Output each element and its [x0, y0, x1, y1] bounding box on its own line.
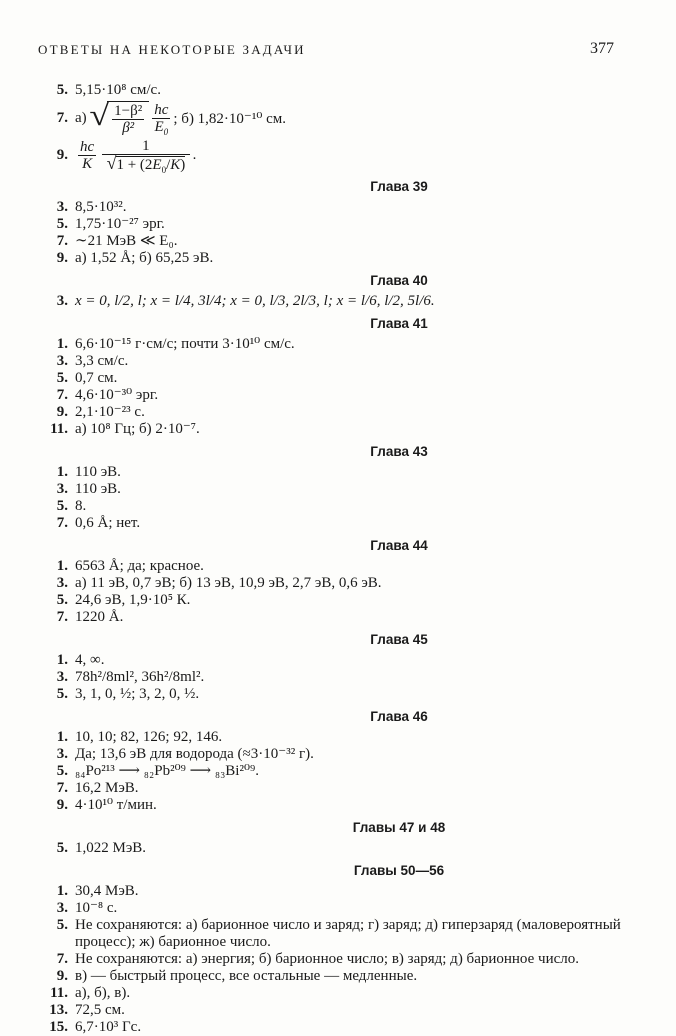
answer-item — [44, 729, 634, 746]
answer-number: 3 . — [44, 353, 68, 370]
answer-text: 24,6 эВ, 1,9·10⁵ К. — [75, 592, 191, 608]
answer-item — [44, 763, 634, 780]
answer-text: x = 0, l/2, l; x = l/4, 3l/4; x = 0, l/3, 2l/3, l; x = l/6, l/2, 5l/6. — [75, 293, 435, 309]
answer-item — [44, 387, 634, 404]
answer-end: . — [192, 147, 197, 163]
answer-item — [44, 1002, 634, 1019]
answer-item — [44, 82, 634, 99]
chapter-46-answers — [44, 729, 634, 814]
chapter-41-answers — [44, 336, 634, 438]
answer-number: 5 . — [44, 82, 68, 99]
answer-number: 5 . — [44, 763, 68, 780]
chapter-44-answers — [44, 558, 634, 626]
answer-text: 110 эВ. — [75, 481, 121, 497]
answer-item — [44, 199, 634, 216]
answer-text: Не сохраняются: а) барионное число и заряд; г) заряд; д) гиперзаряд (маловероятный процесс); ж) барионное число. — [75, 917, 621, 950]
answer-item — [44, 404, 634, 421]
answer-item — [44, 900, 634, 917]
answer-text: а) 11 эВ, 0,7 эВ; б) 13 эВ, 10,9 эВ, 2,7 эВ, 0,6 эВ. — [75, 575, 382, 591]
answer-text: в) — быстрый процесс, все остальные — медленные. — [75, 968, 418, 984]
answer-number: 5 . — [44, 592, 68, 609]
answer-item — [44, 558, 634, 575]
chapter-43-answers — [44, 464, 634, 532]
answer-text: Не сохраняются: а) энергия; б) барионное число; в) заряд; д) барионное число. — [75, 951, 579, 967]
answer-item — [44, 840, 634, 857]
answer-text: 4, ∞. — [75, 652, 105, 668]
chapter-heading: Глава 45 — [370, 632, 428, 647]
answer-number: 7 . — [44, 780, 68, 797]
answer-text: 0,7 см. — [75, 370, 118, 386]
answer-item-formula-9 — [44, 138, 634, 173]
answer-text: 6,7·10³ Гс. — [75, 1019, 142, 1035]
answer-text: 72,5 см. — [75, 1002, 125, 1018]
answer-item — [44, 370, 634, 387]
answer-item — [44, 216, 634, 233]
answer-text: а), б), в). — [75, 985, 131, 1001]
answer-number: 5 . — [44, 840, 68, 857]
page-header — [38, 40, 614, 62]
answer-number: 11 . — [44, 421, 68, 438]
answer-number: 5 . — [44, 498, 68, 515]
chapter-47-48-answers — [44, 840, 634, 857]
answer-item — [44, 968, 634, 985]
answer-number: 9 . — [44, 250, 68, 267]
answer-number: 5 . — [44, 370, 68, 387]
answer-number: 3 . — [44, 199, 68, 216]
answer-text: 4·10¹⁰ т/мин. — [75, 797, 157, 813]
answer-item — [44, 652, 634, 669]
answer-number: 15 . — [44, 1019, 68, 1036]
chapter-heading: Главы 47 и 48 — [352, 820, 446, 835]
answer-item — [44, 669, 634, 686]
answers-content — [44, 82, 634, 1036]
answer-number: 9 . — [44, 797, 68, 814]
answer-item — [44, 1019, 634, 1036]
page-number: 377 — [590, 40, 614, 57]
answer-text: 5,15·10⁸ см/с. — [75, 82, 161, 98]
answer-number: 7 . — [44, 951, 68, 968]
chapter-heading: Глава 46 — [370, 709, 428, 724]
answer-item — [44, 336, 634, 353]
answer-item — [44, 951, 634, 968]
answer-text: 1,022 МэВ. — [75, 840, 147, 856]
answer-text: 3,3 см/с. — [75, 353, 129, 369]
answer-number: 3 . — [44, 900, 68, 917]
fraction-sqrt: $\frac{1}{√1 + (2E_0/K)}$ — [102, 138, 190, 173]
chapter-heading: Глава 44 — [370, 538, 428, 553]
answer-text: 8,5·10³². — [75, 199, 127, 215]
answer-text: а) 1,52 Å; б) 65,25 эВ. — [75, 250, 214, 266]
answer-text: 3, 1, 0, ½; 3, 2, 0, ½. — [75, 686, 200, 702]
answer-item — [44, 575, 634, 592]
chapter-39-answers — [44, 199, 634, 267]
answer-text: 0,6 Å; нет. — [75, 515, 141, 531]
answer-item — [44, 917, 634, 951]
answer-number: 9 . — [44, 404, 68, 421]
answer-number: 1 . — [44, 464, 68, 481]
answer-number: 1 . — [44, 729, 68, 746]
answer-number: 3 . — [44, 746, 68, 763]
answer-number: 3 . — [44, 575, 68, 592]
answer-number: 9 . — [44, 968, 68, 985]
answer-item — [44, 985, 634, 1002]
answer-item — [44, 233, 634, 250]
answer-label-a: а) — [75, 110, 87, 126]
answer-text: 78h²/8ml², 36h²/8ml². — [75, 669, 205, 685]
answer-item — [44, 883, 634, 900]
radical-sign: √ — [89, 99, 109, 132]
fraction-hc-k: $\frac{hc}{K}$ — [80, 139, 95, 172]
running-head: ОТВЕТЫ НА НЕКОТОРЫЕ ЗАДАЧИ — [38, 42, 306, 57]
answer-number: 1 . — [44, 558, 68, 575]
answer-item — [44, 797, 634, 814]
answer-text: 6563 Å; да; красное. — [75, 558, 204, 574]
answer-item — [44, 515, 634, 532]
answer-item — [44, 592, 634, 609]
answer-text: 1,75·10⁻²⁷ эрг. — [75, 216, 165, 232]
answer-text: а) 10⁸ Гц; б) 2·10⁻⁷. — [75, 421, 200, 437]
answer-number: 7 . — [44, 110, 68, 127]
answer-item — [44, 481, 634, 498]
answer-text-b: ; б) 1,82·10⁻¹⁰ см. — [173, 111, 287, 127]
answer-number: 11 . — [44, 985, 68, 1002]
answer-text: 2,1·10⁻²³ с. — [75, 404, 145, 420]
answer-text: 4,6·10⁻³⁰ эрг. — [75, 387, 159, 403]
chapter-heading: Глава 43 — [370, 444, 428, 459]
answer-text: ∼21 МэВ ≪ E₀. — [75, 233, 178, 249]
answer-text: 8. — [75, 498, 87, 514]
answer-item — [44, 353, 634, 370]
answer-number: 3 . — [44, 481, 68, 498]
answer-text: Да; 13,6 эВ для водорода (≈3·10⁻³² г). — [75, 746, 314, 762]
chapter-heading: Глава 41 — [370, 316, 428, 331]
answer-item — [44, 293, 634, 310]
fraction-hc-e0: $\frac{hc}{E_0}$ — [154, 102, 169, 137]
chapter-40-answers — [44, 293, 634, 310]
answer-text: 10, 10; 82, 126; 92, 146. — [75, 729, 223, 745]
answer-text: 30,4 МэВ. — [75, 883, 139, 899]
answer-item — [44, 780, 634, 797]
fraction-beta: $\frac{\text{1−β²}}{\text{β²}}$ — [114, 103, 143, 136]
answer-number: 1 . — [44, 883, 68, 900]
answer-number: 5 . — [44, 686, 68, 703]
answer-text: 1220 Å. — [75, 609, 124, 625]
chapter-heading: Глава 40 — [370, 273, 428, 288]
answer-item — [44, 609, 634, 626]
answer-text: ₈₄Po²¹³ ⟶ ₈₂Pb²⁰⁹ ⟶ ₈₃Bi²⁰⁹. — [75, 763, 259, 779]
chapter-50-56-answers — [44, 883, 634, 1036]
answer-item — [44, 686, 634, 703]
answer-number: 1 . — [44, 336, 68, 353]
answer-text: 110 эВ. — [75, 464, 121, 480]
answer-number: 7 . — [44, 233, 68, 250]
chapter-heading: Глава 39 — [370, 179, 428, 194]
answer-number: 5 . — [44, 216, 68, 233]
answer-item — [44, 498, 634, 515]
answer-number: 7 . — [44, 609, 68, 626]
answer-number: 3 . — [44, 669, 68, 686]
chapter-heading: Главы 50—56 — [353, 863, 445, 878]
answer-item — [44, 421, 634, 438]
sqrt-expression — [91, 101, 150, 136]
answer-item — [44, 464, 634, 481]
radicand — [107, 101, 149, 136]
answer-number: 1 . — [44, 652, 68, 669]
answer-number: 5 . — [44, 917, 68, 951]
answer-number: 7 . — [44, 515, 68, 532]
answer-number: 13 . — [44, 1002, 68, 1019]
answer-text: 6,6·10⁻¹⁵ г·см/с; почти 3·10¹⁰ см/с. — [75, 336, 295, 352]
answer-number: 7 . — [44, 387, 68, 404]
chapter-45-answers — [44, 652, 634, 703]
answer-number: 3 . — [44, 293, 68, 310]
answer-item — [44, 746, 634, 763]
answer-number: 9 . — [44, 147, 68, 164]
answer-text: 10⁻⁸ с. — [75, 900, 118, 916]
answer-text: 16,2 МэВ. — [75, 780, 139, 796]
answer-item-formula-7 — [44, 101, 634, 136]
answer-item — [44, 250, 634, 267]
